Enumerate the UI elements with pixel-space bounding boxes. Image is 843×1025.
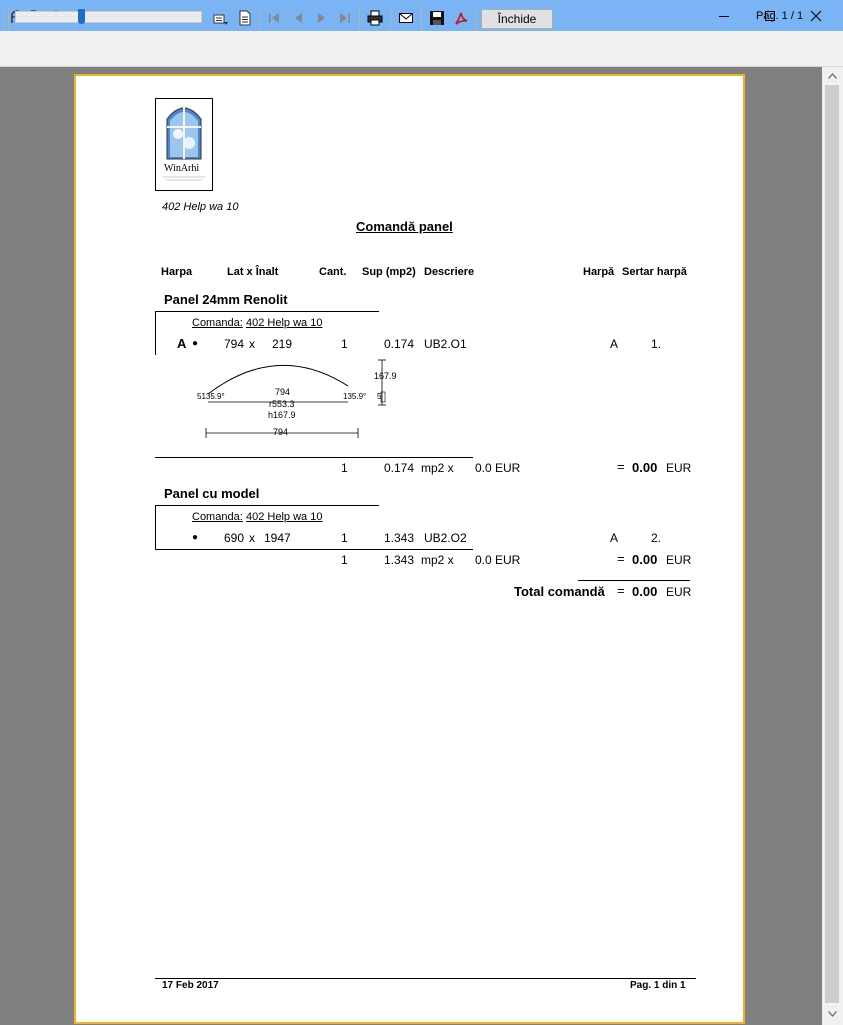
toolbar-separator (421, 7, 422, 29)
section-rule (155, 311, 156, 355)
footer-date: 17 Feb 2017 (162, 980, 219, 991)
close-preview-button[interactable]: Închide (481, 9, 553, 29)
section-rule (155, 505, 156, 549)
subtotal-price: 0.0 EUR (475, 461, 521, 475)
toolbar (0, 31, 843, 67)
section-rule (155, 549, 473, 550)
close-icon (810, 10, 822, 22)
subtotal-cant: 1 (341, 461, 348, 475)
total-label: Total comandă (514, 584, 605, 599)
drawing-left-angle: 5135.9° (197, 392, 225, 401)
row-harpa-2: A (610, 337, 619, 351)
header-harpa-2: Harpă (583, 266, 615, 278)
row-cant: 1 (341, 531, 348, 545)
page-width-icon (213, 10, 229, 26)
header-lat-inalt: Lat x Înalt (227, 266, 279, 278)
row-inalt: 1947 (264, 531, 291, 545)
whole-page-button[interactable] (236, 9, 254, 27)
toolbar-separator (475, 7, 476, 29)
scrollbar-thumb[interactable] (825, 85, 839, 1003)
page-indicator: Pag. 1 / 1 (756, 10, 804, 22)
export-pdf-button[interactable] (452, 9, 470, 27)
header-sertar: Sertar harpă (622, 266, 687, 278)
header-harpa: Harpa (161, 266, 193, 278)
next-page-button[interactable] (313, 9, 331, 27)
order-label: Comanda: (192, 317, 243, 329)
zoom-slider[interactable] (15, 11, 202, 23)
window-logo-icon (156, 99, 212, 190)
order-value: 402 Help wa 10 (246, 511, 323, 523)
save-button[interactable] (428, 9, 446, 27)
subtotal-currency: EUR (666, 461, 692, 475)
previous-page-button[interactable] (289, 9, 307, 27)
first-page-button[interactable] (265, 9, 283, 27)
pdf-icon (453, 10, 469, 26)
project-name: 402 Help wa 10 (162, 201, 239, 213)
subtotal-rule (155, 457, 473, 458)
subtotal-unit: mp2 x (421, 461, 454, 475)
row-bullet: ● (192, 338, 199, 349)
row-sup: 1.343 (384, 531, 415, 545)
row-harpa: A (177, 336, 187, 351)
minimize-icon (718, 10, 730, 22)
last-page-icon (338, 11, 352, 25)
row-descriere: UB2.O1 (424, 337, 467, 351)
whole-page-icon (237, 10, 253, 26)
toolbar-separator (390, 7, 391, 29)
drawing-h-label: h167.9 (268, 410, 296, 420)
page-width-button[interactable] (212, 9, 230, 27)
subtotal-sup: 0.174 (384, 461, 415, 475)
chevron-down-icon (828, 1011, 837, 1017)
first-page-icon (267, 11, 281, 25)
chevron-up-icon (828, 73, 837, 79)
subtotal-cant: 1 (341, 553, 348, 567)
row-inalt: 219 (272, 337, 293, 351)
row-sertar: 1. (651, 337, 662, 351)
printer-icon (367, 10, 383, 26)
report-title: Comandă panel (356, 219, 453, 234)
drawing-height-label: 167.9 (374, 371, 397, 381)
subtotal-amount: 0.00 (632, 460, 658, 475)
drawing-right-angle: 135.9° (343, 392, 367, 401)
section-title: Panel cu model (164, 486, 260, 501)
section-rule (155, 505, 379, 506)
row-x: x (249, 531, 255, 545)
subtotal-sup: 1.343 (384, 553, 415, 567)
row-lat: 690 (224, 531, 245, 545)
drawing-radius-label: r553.3 (269, 399, 295, 409)
company-logo (155, 98, 213, 191)
row-descriere: UB2.O2 (424, 531, 467, 545)
scroll-down-button[interactable] (822, 1005, 843, 1022)
subtotal-equals: = (617, 551, 625, 566)
order-value: 402 Help wa 10 (246, 317, 323, 329)
last-page-button[interactable] (336, 9, 354, 27)
drawing-dim-label: 794 (273, 427, 289, 437)
floppy-disk-icon (429, 10, 445, 26)
previous-page-icon (291, 11, 305, 25)
toolbar-grip (4, 7, 5, 29)
print-button[interactable] (366, 9, 384, 27)
header-descriere: Descriere (424, 266, 475, 278)
drawing-width-label: 794 (275, 387, 291, 397)
next-page-icon (315, 11, 329, 25)
minimize-button[interactable] (701, 0, 747, 31)
envelope-icon (398, 10, 414, 26)
row-bullet: ● (192, 532, 199, 543)
toolbar-separator (359, 7, 360, 29)
scroll-up-button[interactable] (822, 67, 843, 84)
subtotal-amount: 0.00 (632, 552, 658, 567)
subtotal-unit: mp2 x (421, 553, 454, 567)
panel-drawing (195, 355, 405, 445)
order-label: Comanda: (192, 511, 243, 523)
toolbar-separator (8, 7, 9, 29)
row-harpa-2: A (610, 531, 619, 545)
header-cant: Cant. (319, 266, 347, 278)
total-amount: 0.00 (632, 584, 658, 599)
drawing-side-label: 5 (377, 392, 382, 401)
subtotal-currency: EUR (666, 553, 692, 567)
row-sup: 0.174 (384, 337, 415, 351)
toolbar-separator (259, 7, 260, 29)
footer-page: Pag. 1 din 1 (630, 980, 686, 991)
subtotal-price: 0.0 EUR (475, 553, 521, 567)
logo-text: WinArhi (164, 163, 200, 174)
row-x: x (249, 337, 255, 351)
total-rule (578, 580, 690, 581)
header-sup: Sup (mp2) (362, 266, 416, 278)
subtotal-equals: = (617, 459, 625, 474)
section-title: Panel 24mm Renolit (164, 292, 288, 307)
section-rule (155, 311, 379, 312)
row-cant: 1 (341, 337, 348, 351)
email-button[interactable] (397, 9, 415, 27)
row-lat: 794 (224, 337, 245, 351)
total-currency: EUR (666, 585, 692, 599)
row-sertar: 2. (651, 531, 662, 545)
zoom-slider-thumb[interactable] (78, 9, 85, 24)
footer-rule (155, 978, 696, 979)
total-equals: = (617, 583, 625, 598)
